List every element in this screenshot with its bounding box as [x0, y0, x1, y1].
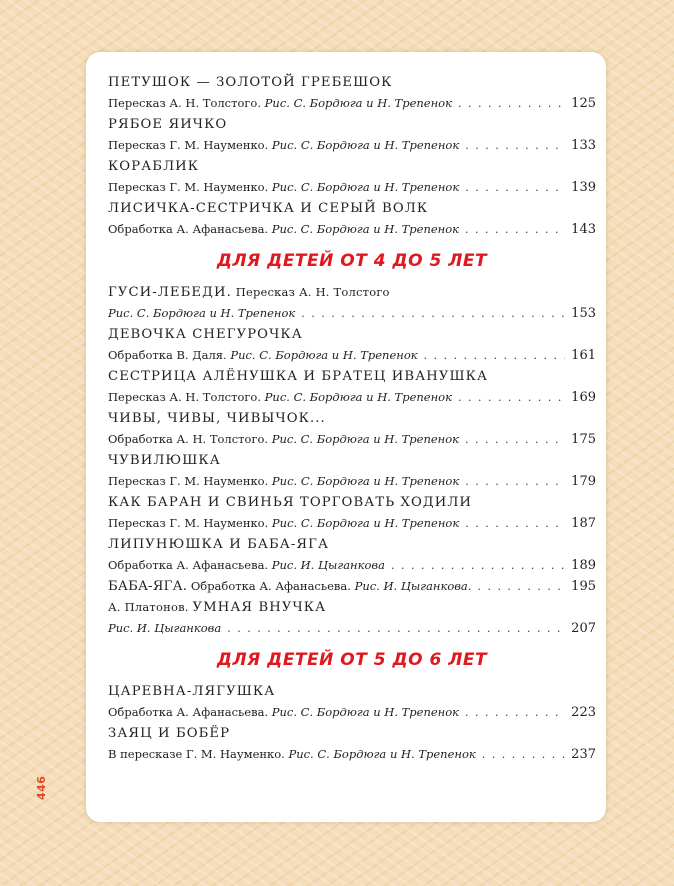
entry-credit: Обработка А. Афанасьева. — [187, 579, 355, 593]
toc-entry-credits — [108, 429, 596, 450]
section-heading: ДЛЯ ДЕТЕЙ ОТ 5 ДО 6 ЛЕТ — [216, 650, 488, 670]
dot-leader — [465, 471, 565, 492]
entry-credit: Пересказ Г. М. Науменко. — [108, 180, 272, 194]
entry-title-line — [108, 198, 596, 219]
dot-leader — [465, 177, 565, 198]
entry-title: ЧИВЫ, ЧИВЫ, ЧИВЫЧОК... — [108, 411, 326, 426]
entry-title-line — [108, 324, 596, 345]
entry-text — [108, 702, 459, 723]
toc-entry-credits — [108, 219, 596, 240]
entry-text — [108, 429, 459, 450]
entry-text — [108, 387, 452, 408]
entry-text — [108, 744, 476, 765]
toc-entry-credits — [108, 177, 596, 198]
page-number: 446 — [35, 775, 48, 800]
entry-illustrator: Рис. С. Бордюга и Н. Трепенок — [271, 180, 460, 194]
dot-leader — [482, 744, 565, 765]
entry-title: РЯБОЕ ЯИЧКО — [108, 117, 228, 132]
entry-credit: Обработка А. Н. Толстого. — [108, 432, 272, 446]
entry-credit: Обработка А. Афанасьева. — [108, 705, 272, 719]
dot-leader — [391, 555, 565, 576]
toc-entry-credits — [108, 345, 596, 366]
entry-text — [108, 303, 295, 324]
entry-page: 139 — [571, 180, 596, 195]
content-panel — [86, 52, 606, 822]
entry-page: 175 — [571, 432, 596, 447]
entry-title: СЕСТРИЦА АЛЁНУШКА И БРАТЕЦ ИВАНУШКА — [108, 369, 489, 384]
entry-text — [108, 576, 471, 597]
toc-entry-credits — [108, 303, 596, 324]
entry-title-line — [108, 597, 596, 618]
toc-entry-credits — [108, 702, 596, 723]
entry-text — [108, 177, 459, 198]
entry-credit: Пересказ Г. М. Науменко. — [108, 516, 272, 530]
entry-credit: Обработка А. Афанасьева. — [108, 558, 272, 572]
entry-title-line — [108, 114, 596, 135]
entry-text — [108, 555, 385, 576]
toc-entry-credits — [108, 513, 596, 534]
dot-leader — [465, 429, 565, 450]
entry-illustrator: Рис. С. Бордюга и Н. Трепенок — [108, 306, 296, 320]
entry-author: А. Платонов. — [108, 600, 193, 614]
entry-page: 179 — [571, 474, 596, 489]
entry-title-line — [108, 282, 596, 303]
entry-title: ЛИСИЧКА-СЕСТРИЧКА И СЕРЫЙ ВОЛК — [108, 201, 429, 216]
toc-entry-credits — [108, 555, 596, 576]
entry-title: ЧУВИЛЮШКА — [108, 453, 221, 468]
entry-page: 187 — [571, 516, 596, 531]
entry-illustrator: Рис. С. Бордюга и Н. Трепенок — [264, 96, 452, 110]
entry-title: ЦАРЕВНА-ЛЯГУШКА — [108, 684, 276, 699]
entry-illustrator: Рис. И. Цыганкова — [271, 558, 385, 572]
dot-leader — [458, 387, 565, 408]
section-heading: ДЛЯ ДЕТЕЙ ОТ 4 ДО 5 ЛЕТ — [216, 251, 488, 271]
entry-credit-inline: Пересказ А. Н. Толстого — [231, 285, 390, 299]
entry-title: ГУСИ-ЛЕБЕДИ. — [108, 285, 232, 300]
entry-page: 195 — [571, 579, 596, 594]
entry-page: 223 — [571, 705, 596, 720]
entry-title-line — [108, 534, 596, 555]
entry-text — [108, 513, 459, 534]
entry-text — [108, 93, 452, 114]
entry-illustrator: Рис. С. Бордюга и Н. Трепенок — [271, 705, 460, 719]
dot-leader — [477, 576, 565, 597]
entry-text — [108, 618, 221, 639]
table-of-contents — [108, 72, 596, 765]
entry-page: 237 — [571, 747, 596, 762]
entry-illustrator: Рис. С. Бордюга и Н. Трепенок — [271, 138, 460, 152]
entry-page: 143 — [571, 222, 596, 237]
entry-title-line — [108, 366, 596, 387]
entry-page: 161 — [571, 348, 596, 363]
dot-leader — [465, 219, 565, 240]
entry-title: БАБА-ЯГА. — [108, 579, 188, 594]
entry-title-line — [108, 492, 596, 513]
entry-title-line — [108, 72, 596, 93]
entry-illustrator: Рис. С. Бордюга и Н. Трепенок — [271, 432, 460, 446]
entry-illustrator: Рис. С. Бордюга и Н. Трепенок — [271, 222, 460, 236]
toc-entry-credits — [108, 744, 596, 765]
toc-entry-credits — [108, 387, 596, 408]
entry-credit: В пересказе Г. М. Науменко. — [108, 747, 289, 761]
entry-title: КАК БАРАН И СВИНЬЯ ТОРГОВАТЬ ХОДИЛИ — [108, 495, 473, 510]
entry-credit: Пересказ А. Н. Толстого. — [108, 96, 265, 110]
entry-title-line — [108, 408, 596, 429]
entry-text — [108, 471, 459, 492]
entry-title: ЛИПУНЮШКА И БАБА-ЯГА — [108, 537, 330, 552]
entry-illustrator: Рис. С. Бордюга и Н. Трепенок — [264, 390, 452, 404]
entry-title-line — [108, 723, 596, 744]
entry-credit: Обработка В. Даля. — [108, 348, 231, 362]
entry-text — [108, 135, 459, 156]
dot-leader — [301, 303, 565, 324]
entry-illustrator: Рис. С. Бордюга и Н. Трепенок — [230, 348, 418, 362]
entry-illustrator: Рис. И. Цыганкова. — [354, 579, 472, 593]
toc-entry-credits — [108, 618, 596, 639]
entry-page: 189 — [571, 558, 596, 573]
entry-title: ПЕТУШОК — ЗОЛОТОЙ ГРЕБЕШОК — [108, 75, 393, 90]
entry-credit: Пересказ А. Н. Толстого. — [108, 390, 265, 404]
entry-illustrator: Рис. С. Бордюга и Н. Трепенок — [288, 747, 476, 761]
entry-page: 169 — [571, 390, 596, 405]
toc-entry-credits — [108, 471, 596, 492]
entry-title: УМНАЯ ВНУЧКА — [192, 600, 327, 615]
entry-title: ДЕВОЧКА СНЕГУРОЧКА — [108, 327, 303, 342]
entry-page: 207 — [571, 621, 596, 636]
entry-title: КОРАБЛИК — [108, 159, 200, 174]
entry-credit: Обработка А. Афанасьева. — [108, 222, 272, 236]
entry-title-line — [108, 156, 596, 177]
entry-illustrator: Рис. И. Цыганкова — [108, 621, 222, 635]
entry-credit: Пересказ Г. М. Науменко. — [108, 138, 272, 152]
toc-entry-credits — [108, 135, 596, 156]
dot-leader — [465, 513, 565, 534]
entry-illustrator: Рис. С. Бордюга и Н. Трепенок — [271, 516, 460, 530]
toc-entry — [108, 576, 596, 597]
dot-leader — [465, 135, 565, 156]
dot-leader — [458, 93, 565, 114]
entry-title-line — [108, 681, 596, 702]
dot-leader — [227, 618, 565, 639]
dot-leader — [424, 345, 566, 366]
entry-title: ЗАЯЦ И БОБЁР — [108, 726, 231, 741]
entry-page: 153 — [571, 306, 596, 321]
dot-leader — [465, 702, 565, 723]
entry-credit: Пересказ Г. М. Науменко. — [108, 474, 272, 488]
entry-title-line — [108, 450, 596, 471]
entry-illustrator: Рис. С. Бордюга и Н. Трепенок — [271, 474, 460, 488]
entry-text — [108, 345, 418, 366]
toc-entry-credits — [108, 93, 596, 114]
entry-text — [108, 219, 459, 240]
entry-page: 125 — [571, 96, 596, 111]
entry-page: 133 — [571, 138, 596, 153]
